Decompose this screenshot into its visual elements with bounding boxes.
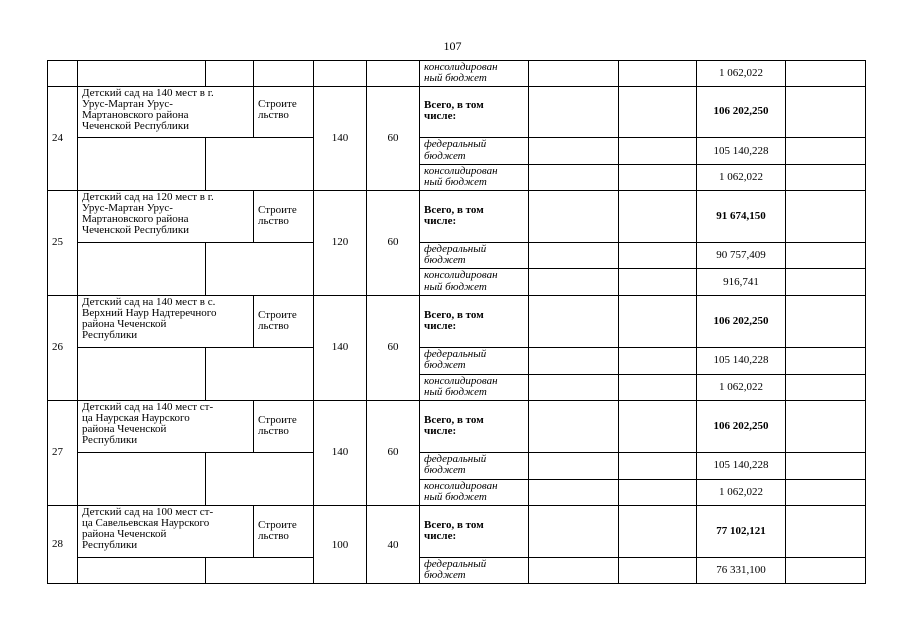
object-name-line: района Чеченской [82,423,167,435]
object-name-line: Детский сад на 140 мест в г. [82,87,214,99]
capacity-value: 100 [331,539,349,551]
work-type-line: Строите [258,414,297,426]
total-amount: 106 202,250 [713,315,769,327]
total-label-line: Всего, в том [424,99,484,111]
consolidated-label-line: консолидирован [424,375,498,387]
total-label-line: числе: [424,425,457,437]
top-cons-label-2: ный бюджет [424,72,487,84]
total-label-line: Всего, в том [424,414,484,426]
row-number: 26 [52,341,63,353]
object-name-line: Детский сад на 140 мест ст- [82,401,214,413]
object-name-line: района Чеченской [82,528,167,540]
object-name-line: Урус-Мартан Урус- [82,202,173,214]
object-name-line: Республики [82,434,138,446]
consolidated-label-line: ный бюджет [424,386,487,398]
row-number: 24 [52,132,63,144]
total-amount: 91 674,150 [716,210,766,222]
object-name-line: Детский сад на 140 мест в с. [82,296,216,308]
federal-amount: 105 140,228 [713,354,769,366]
total-label-line: Всего, в том [424,309,484,321]
object-name-line: Детский сад на 100 мест ст- [82,506,214,518]
federal-amount: 76 331,100 [716,564,766,576]
object-name-line: ца Савельевская Наурского [82,517,210,529]
secondary-value: 60 [387,341,399,353]
consolidated-amount: 1 062,022 [719,486,763,498]
federal-label-line: бюджет [424,569,466,581]
federal-label-line: федеральный [424,453,487,465]
federal-amount: 90 757,409 [716,249,766,261]
work-type-line: льство [258,425,289,437]
capacity-value: 140 [331,132,349,144]
consolidated-label-line: ный бюджет [424,176,487,188]
federal-label-line: федеральный [424,138,487,150]
federal-amount: 105 140,228 [713,459,769,471]
total-label-line: числе: [424,215,457,227]
row-number: 25 [52,236,63,248]
row-number: 28 [52,538,63,550]
consolidated-amount: 916,741 [723,276,759,288]
capacity-value: 140 [331,341,349,353]
consolidated-label-line: ный бюджет [424,281,487,293]
secondary-value: 60 [387,132,399,144]
total-amount: 106 202,250 [713,420,769,432]
consolidated-label-line: консолидирован [424,480,498,492]
consolidated-label-line: ный бюджет [424,491,487,503]
total-amount: 77 102,121 [716,525,766,537]
consolidated-label-line: консолидирован [424,165,498,177]
work-type-line: льство [258,320,289,332]
row-number: 27 [52,446,63,458]
object-name-line: Мартановского района [82,213,189,225]
federal-amount: 105 140,228 [713,145,769,157]
work-type-line: Строите [258,309,297,321]
object-name-line: ца Наурская Наурского [82,412,190,424]
top-cons-label-1: консолидирован [424,61,498,73]
object-name-line: Республики [82,539,138,551]
work-type-line: льство [258,109,289,121]
total-label-line: числе: [424,110,457,122]
capacity-value: 120 [331,236,349,248]
object-name-line: Урус-Мартан Урус- [82,98,173,110]
top-cons-amount: 1 062,022 [719,67,763,79]
object-name-line: Республики [82,329,138,341]
total-label-line: числе: [424,530,457,542]
federal-label-line: бюджет [424,254,466,266]
federal-label-line: федеральный [424,558,487,570]
federal-label-line: федеральный [424,243,487,255]
object-name-line: Детский сад на 120 мест в г. [82,191,214,203]
capacity-value: 140 [331,446,349,458]
work-type-line: Строите [258,204,297,216]
work-type-line: Строите [258,98,297,110]
secondary-value: 60 [387,236,399,248]
consolidated-amount: 1 062,022 [719,381,763,393]
object-name-line: Верхний Наур Надтеречного [82,307,217,319]
secondary-value: 40 [387,539,399,551]
object-name-line: Чеченской Республики [82,120,190,132]
secondary-value: 60 [387,446,399,458]
work-type-line: льство [258,530,289,542]
consolidated-amount: 1 062,022 [719,171,763,183]
page-number: 107 [443,39,462,53]
object-name-line: Мартановского района [82,109,189,121]
federal-label-line: бюджет [424,359,466,371]
total-label-line: числе: [424,320,457,332]
consolidated-label-line: консолидирован [424,269,498,281]
total-label-line: Всего, в том [424,204,484,216]
work-type-line: льство [258,215,289,227]
federal-label-line: федеральный [424,348,487,360]
total-label-line: Всего, в том [424,519,484,531]
federal-label-line: бюджет [424,150,466,162]
federal-label-line: бюджет [424,464,466,476]
work-type-line: Строите [258,519,297,531]
object-name-line: района Чеченской [82,318,167,330]
total-amount: 106 202,250 [713,105,769,117]
object-name-line: Чеченской Республики [82,224,190,236]
